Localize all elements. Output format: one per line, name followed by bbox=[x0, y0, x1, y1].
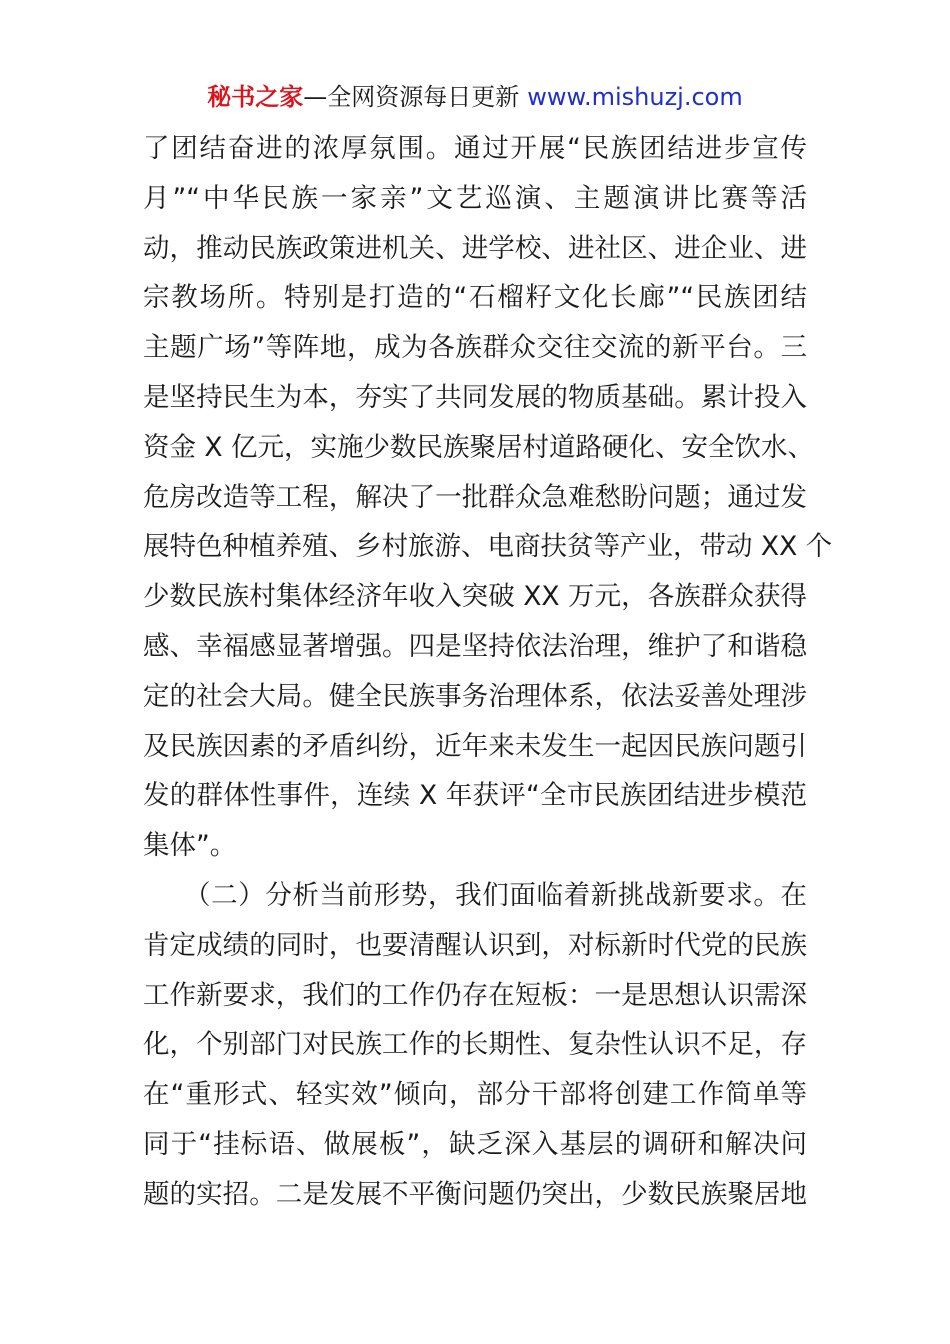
text-line: 危房改造等工程，解决了一批群众急难愁盼问题；通过发 bbox=[143, 481, 807, 513]
brand-name: 秘书之家 bbox=[207, 83, 304, 111]
text-line: 主题广场”等阵地，成为各族群众交往交流的新平台。三 bbox=[143, 332, 807, 364]
text-line: 是坚持民生为本，夯实了共同发展的物质基础。累计投入 bbox=[143, 381, 807, 413]
text-line: （二）分析当前形势，我们面临着新挑战新要求。在 bbox=[143, 879, 807, 911]
text-line: 发的群体性事件，连续 X 年获评“全市民族团结进步模范 bbox=[143, 780, 807, 812]
page-header bbox=[0, 80, 950, 114]
text-line: 展特色种植养殖、乡村旅游、电商扶贫等产业，带动 XX 个 bbox=[143, 531, 833, 563]
text-line: 资金 X 亿元，实施少数民族聚居村道路硬化、安全饮水、 bbox=[143, 431, 815, 463]
text-line: 月”“中华民族一家亲”文艺巡演、主题演讲比赛等活 bbox=[143, 182, 807, 214]
text-line: 少数民族村集体经济年收入突破 XX 万元，各族群众获得 bbox=[143, 581, 807, 613]
site-url: www.mishuzj.com bbox=[527, 83, 743, 111]
text-line: 定的社会大局。健全民族事务治理体系，依法妥善处理涉 bbox=[143, 680, 807, 712]
document-body bbox=[143, 124, 833, 1220]
text-line: 肯定成绩的同时，也要清醒认识到，对标新时代党的民族 bbox=[143, 929, 807, 961]
text-line: 宗教场所。特别是打造的“石榴籽文化长廊”“民族团结 bbox=[143, 282, 807, 314]
text-line: 感、幸福感显著增强。四是坚持依法治理，维护了和谐稳 bbox=[143, 630, 807, 662]
text-line: 了团结奋进的浓厚氛围。通过开展“民族团结进步宣传 bbox=[143, 133, 807, 164]
text-line: 集体”。 bbox=[143, 830, 237, 862]
text-line: 题的实招。二是发展不平衡问题仍突出，少数民族聚居地 bbox=[143, 1178, 807, 1210]
text-line: 同于“挂标语、做展板”，缺乏深入基层的调研和解决问 bbox=[143, 1128, 807, 1160]
text-line: 化，个别部门对民族工作的长期性、复杂性认识不足，存 bbox=[143, 1029, 807, 1061]
text-line: 工作新要求，我们的工作仍存在短板：一是思想认识需深 bbox=[143, 979, 807, 1011]
text-line: 及民族因素的矛盾纠纷，近年来未发生一起因民族问题引 bbox=[143, 730, 807, 762]
text-line: 在“重形式、轻实效”倾向，部分干部将创建工作简单等 bbox=[143, 1079, 807, 1111]
header-tagline: —全网资源每日更新 bbox=[303, 83, 520, 111]
text-line: 动，推动民族政策进机关、进学校、进社区、进企业、进 bbox=[143, 232, 807, 264]
